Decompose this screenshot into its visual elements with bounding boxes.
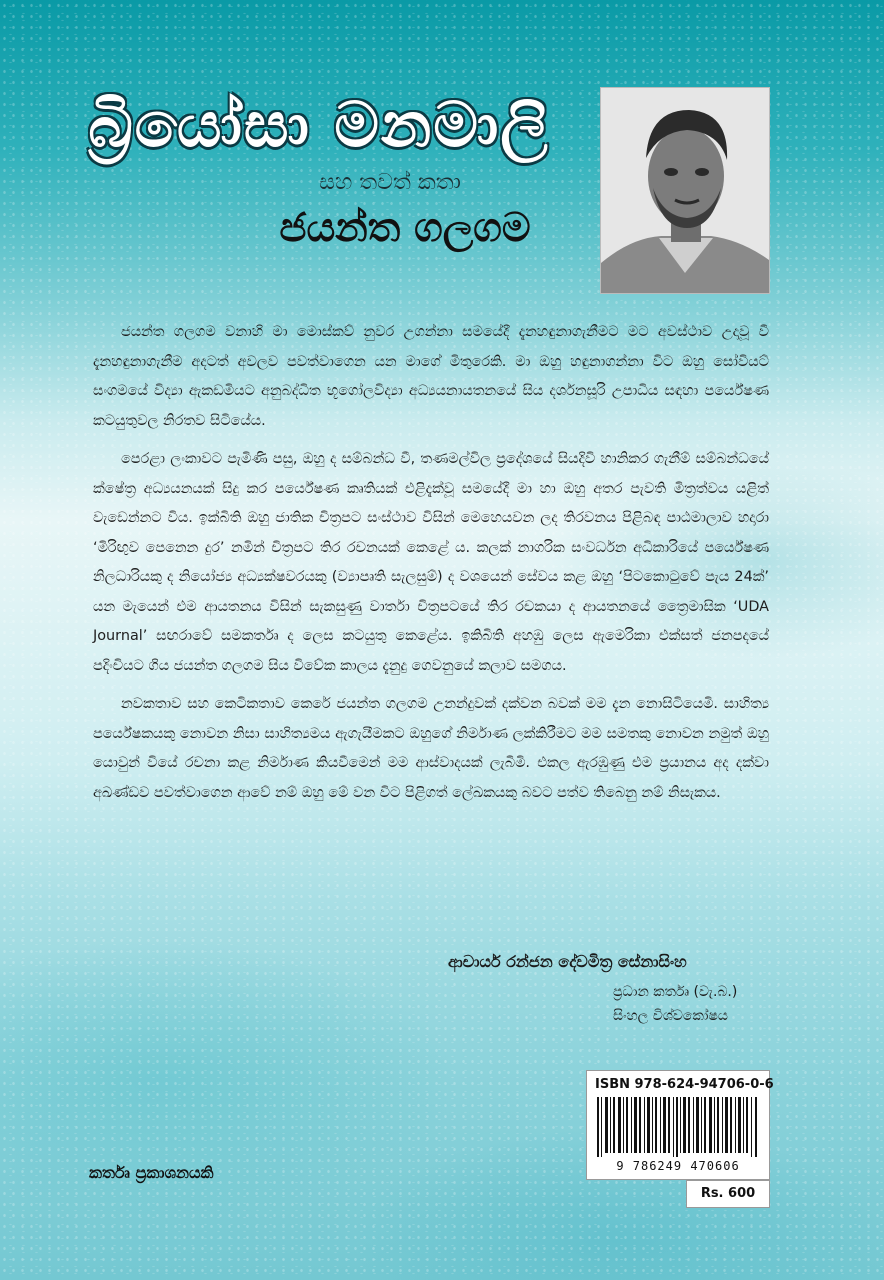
isbn-number: ISBN 978-624-94706-0-6 (595, 1077, 774, 1092)
foreword-paragraph-3: නවකතාව සහ කෙටිකතාව කෙරේ ජයන්ත ගලගම උනන්දුවක් දක්වන බවක් මම දැන නොසිටියෙමි. සාහිත්‍ය පර්යේෂකයකු නොවන නිසා සාහිත්‍යමය ඇගැයීමකට ඔහුගේ නිර්මාණ ලක්කිරීමට මම සමතකු නොවන නමුත් ඔහු යොවුන් වියේ රචනා කළ නිර්මාණ කියවීමෙන් මම ආස්වාදයක් ලැබීමි. එකල ඇරඹුණු එම ප්‍රයානය අද දක්වා අඛණ්ඩව පවත්වාගෙන ආවේ නම් ඔහු මේ වන විට පිළිගත් ලේඛකයකු බවට පත්ව තිබෙනු නම් නිසැකය. (93, 696, 769, 801)
publisher-note: කර්තෘ ප්‍රකාශනයකි (89, 1163, 214, 1182)
isbn-barcode-label (586, 1070, 774, 1180)
barcode-digits: 9 786249 470606 (616, 1159, 740, 1173)
author-name: ජයන්ත ගලගම (279, 205, 531, 251)
signatory-role: ප්‍රධාන කර්තෘ (වැ.බ.) (613, 984, 738, 1000)
price-label: Rs. 600 (686, 1180, 770, 1208)
author-portrait-image (601, 88, 769, 293)
author-photo (600, 87, 770, 294)
book-title: බ්‍රියෝසා මනමාලි (88, 88, 550, 161)
book-subtitle: සහ තවත් කතා (319, 170, 461, 195)
signatory-name: ආචාර්ය රන්ජන දේවමිත්‍ර සේනාසිංහ (448, 952, 687, 971)
foreword-paragraph-1: ජයන්ත ගලගම වනාහි මා මොස්කව් නුවර උගන්නා සමයේදී දැනහඳුනාගැනීමට මට අවස්ථාව උදාවූ වී දැනහඳුනාගැනීම අදටත් අවලව පවත්වාගෙන යන මාගේ මිතුරෙකි. මා ඔහු හඳුනාගන්නා විට ඔහු සෝවියට් සංගමයේ විද්‍යා ඇකඩමියට අනුබද්ධිත භූගෝලවිද්‍යා අධ්‍යයනායතනයේ සිය දර්ශනසූරි උපාධිය සඳහා පර්යේෂණ කටයුතුවල නිරතව සිටියේය. (93, 324, 769, 429)
foreword-paragraph-2: පෙරළා ලංකාවට පැමිණි පසු, ඔහු ද සම්බන්ධ වී, තණමල්විල ප්‍රදේශයේ සියදිවි හානිකර ගැනීම් සම්බන්ධයේ ක්ෂේත්‍ර අධ්‍යයනයක් සිදු කර පර්යේෂණ කෘතියක් එළිදැක්වූ සමයේදී මා හා ඔහු අතර පැවති මිත්‍රත්වය යළිත් වැඩෙන්නට විය. ඉක්බිති ඔහු ජාතික චිත්‍රපට සංස්ථාව විසින් මෙහෙයවන ලද තිරවනය පිළිබඳ පාඨමාලාව හදාරා ‘මිරිඟුව පෙනෙන දුර’ නමින් චිත්‍රපට තිර රචනයක් කෙළේ ය. කලක් නාගරික සංවර්ධන අධිකාරියේ පර්යේෂණ නිලධාරියකු ද නියෝජ්‍ය අධ්‍යක්ෂවරයකු (ව්‍යාපෘති සැලසුම්) ද වශයෙන් සේවය කළ ඔහු ‘පිටකොටුවේ පැය 24ක්’ යන මැයෙන් එම ආයතනය විසින් සැකසුණු වාර්තා චිත්‍රපටයේ තිර රචකයා ද ආයතනයේ ත්‍රෛමාසික ‘UDA Journal’ සඟරාවේ සමකර්තෘ ද ලෙස කටයුතු කෙළේය. ඉකිබිති අහඹු ලෙස ඇමෙරිකා එක්සත් ජනපදයේ පදිංචියට ගිය ජයන්ත ගලගම සිය විවේක කාලය දැනුදු ගෙවනුයේ කලාව සමගය. (93, 451, 769, 674)
signatory-organization: සිංහල විශ්වකෝෂය (613, 1008, 728, 1024)
barcode-icon (595, 1097, 761, 1157)
foreword-text (93, 318, 769, 817)
